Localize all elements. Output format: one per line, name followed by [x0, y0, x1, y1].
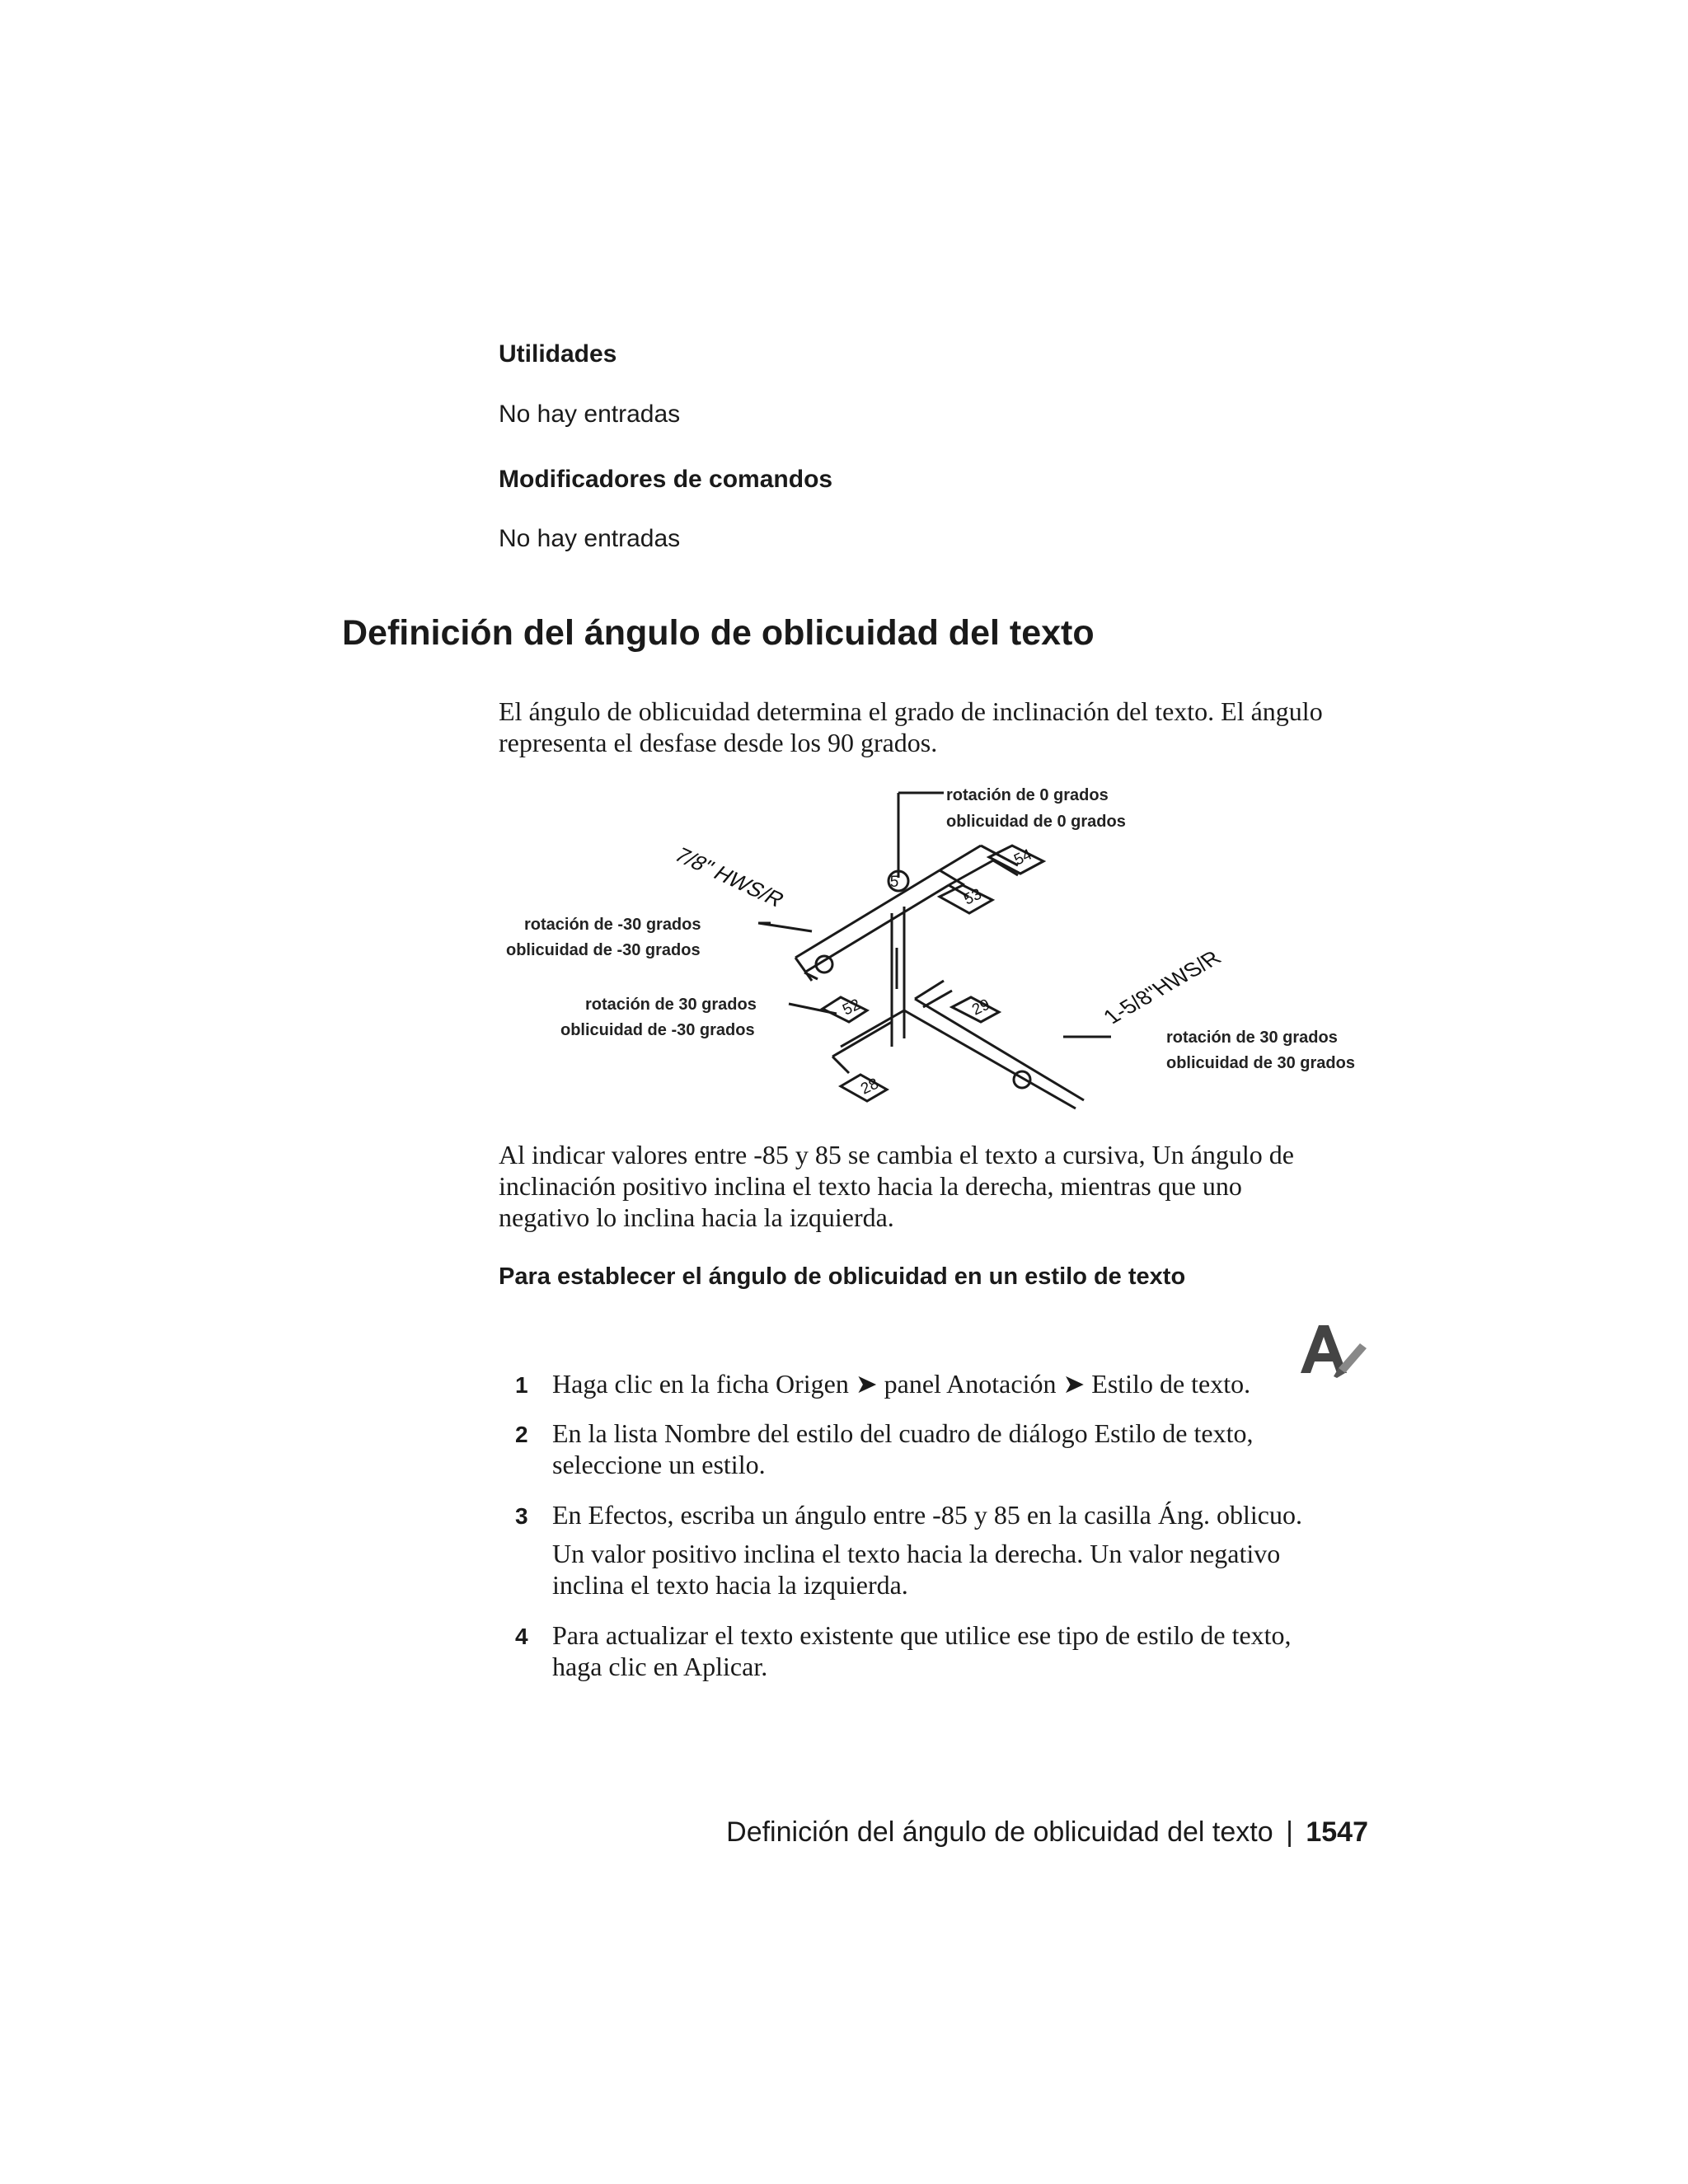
label-right-rotation: rotación de 30 grados: [1166, 1029, 1338, 1047]
footer-title: Definición del ángulo de oblicuidad del texto: [726, 1816, 1273, 1848]
procedure-heading: Para establecer el ángulo de oblicuidad en un estilo de texto: [499, 1263, 1186, 1290]
page-footer: [726, 1816, 1368, 1849]
modifiers-heading: Modificadores de comandos: [499, 466, 833, 493]
label-right-obliquity: oblicuidad de 30 grados: [1166, 1054, 1355, 1072]
step-2-number: 2: [515, 1422, 528, 1447]
label-top-obliquity: oblicuidad de 0 grados: [946, 813, 1126, 831]
step-4-line-2: haga clic en Aplicar.: [552, 1652, 768, 1681]
step-4-line-1: Para actualizar el texto existente que utilice ese tipo de estilo de texto,: [552, 1620, 1292, 1650]
oblique-line-3: negativo lo inclina hacia la izquierda.: [499, 1202, 894, 1232]
tag-29: 29: [969, 996, 993, 1019]
label-left2-obliquity: oblicuidad de -30 grados: [560, 1021, 755, 1039]
pipe-text-1-5-8: 1-5/8"HWS/R: [1097, 946, 1226, 1029]
tag-52: 52: [840, 996, 864, 1019]
oblique-line-2: inclinación positivo inclina el texto hacia la derecha, mientras que uno: [499, 1171, 1242, 1201]
modifiers-text: No hay entradas: [499, 525, 681, 552]
oblique-paragraph: [499, 1139, 1405, 1233]
oblique-angle-diagram: [495, 775, 1385, 1121]
utilities-heading: Utilidades: [499, 340, 617, 368]
step-3-detail: [552, 1538, 1376, 1601]
label-left1-rotation: rotación de -30 grados: [524, 916, 701, 934]
section-title: Definición del ángulo de oblicuidad del texto: [342, 613, 1095, 653]
tag-54: 54: [1011, 846, 1035, 869]
label-top-rotation: rotación de 0 grados: [946, 786, 1109, 804]
step-2-line-2: seleccione un estilo.: [552, 1450, 766, 1479]
step-2-text: [552, 1418, 1376, 1480]
step-1-text: Haga clic en la ficha Origen ➤ panel Anotación ➤ Estilo de texto.: [552, 1369, 1251, 1399]
footer-separator: |: [1286, 1816, 1293, 1848]
step-3-number: 3: [515, 1503, 528, 1529]
step-3-detail-line-1: Un valor positivo inclina el texto hacia la derecha. Un valor negativo: [552, 1539, 1281, 1568]
intro-paragraph: [499, 696, 1405, 758]
intro-line-2: representa el desfase desde los 90 grados.: [499, 728, 938, 757]
tag-28: 28: [858, 1075, 882, 1099]
text-style-icon[interactable]: [1296, 1319, 1370, 1385]
tag-53: 53: [961, 885, 985, 909]
label-left2-rotation: rotación de 30 grados: [585, 996, 757, 1014]
tag-circle-5: 5: [889, 874, 899, 891]
step-4-number: 4: [515, 1624, 528, 1649]
label-left1-obliquity: oblicuidad de -30 grados: [506, 941, 701, 959]
page-number: 1547: [1306, 1816, 1368, 1848]
intro-line-1: El ángulo de oblicuidad determina el grado de inclinación del texto. El ángulo: [499, 696, 1323, 726]
pipe-text-7-8: 7/8" HWS/R: [669, 843, 790, 912]
step-4-text: [552, 1619, 1376, 1682]
utilities-text: No hay entradas: [499, 401, 681, 428]
step-2-line-1: En la lista Nombre del estilo del cuadro de diálogo Estilo de texto,: [552, 1418, 1254, 1448]
step-3-detail-line-2: inclina el texto hacia la izquierda.: [552, 1570, 908, 1600]
step-3-text: En Efectos, escriba un ángulo entre -85 y 85 en la casilla Áng. oblicuo.: [552, 1500, 1302, 1530]
oblique-line-1: Al indicar valores entre -85 y 85 se cambia el texto a cursiva, Un ángulo de: [499, 1140, 1294, 1169]
step-1-number: 1: [515, 1372, 528, 1398]
